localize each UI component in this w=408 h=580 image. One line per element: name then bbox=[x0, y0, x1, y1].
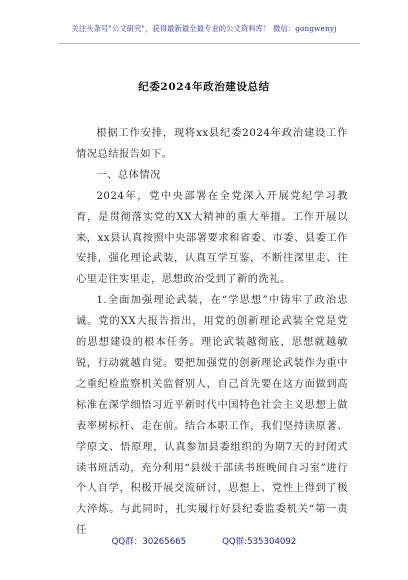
document-title: 纪委2024年政治建设总结 bbox=[138, 81, 270, 93]
document-body bbox=[76, 124, 348, 542]
body-paragraph: 2024年，党中央部署在全党深入开展党纪学习教育，是贯彻落实党的XX大精神的重大举措。工作开展以来，xx县认真按照中央部署要求和省委、市委、县委工作安排，强化理论武装，认真互学互鉴，不断往深里走、往心里走往实里走，思想政治受到了新的洗礼。 bbox=[76, 190, 348, 286]
header-divider bbox=[58, 43, 360, 44]
section-heading: 一、总体情况 bbox=[96, 169, 161, 181]
qq-group-1: QQ群：30265665 bbox=[111, 537, 187, 547]
intro-paragraph: 根据工作安排，现将xx县纪委2024年政治建设工作情况总结报告如下。 bbox=[76, 128, 348, 160]
qq-group-2: QQ群:535304092 bbox=[222, 537, 297, 547]
footer-contact bbox=[0, 535, 408, 547]
body-paragraph: 1.全面加强理论武装，在“学思想”中铸牢了政治忠诚。党的XX大报告指出，用党的创新理论武装全党是党的思想建设的根本任务。理论武装越彻底，思想就越敏锐，行动就越自觉。要把加强党的创新理论武装作为重中之重纪检监察机关监督别人，自己首先要在这方面做到高标准在深学细悟习近平新时代中国特色社会主义思想上做表率树标杆、走在前。结合本职工作，我们坚持读原著、学原文、悟原理，认真参加县委组织的为期7天的封闭式读书班活动，充分利用“县级干部读书班晚间自习室”进行个人自学，积极开展交流研讨，思想上、党性上得到了极大淬炼。与此同时，扎实履行好县纪委监委机关“第一责任 bbox=[76, 295, 348, 537]
header-banner: 关注头条号"公文研究"，获得最新最全最专业的公文资料库！ 微信：gongwenyj bbox=[71, 24, 337, 33]
